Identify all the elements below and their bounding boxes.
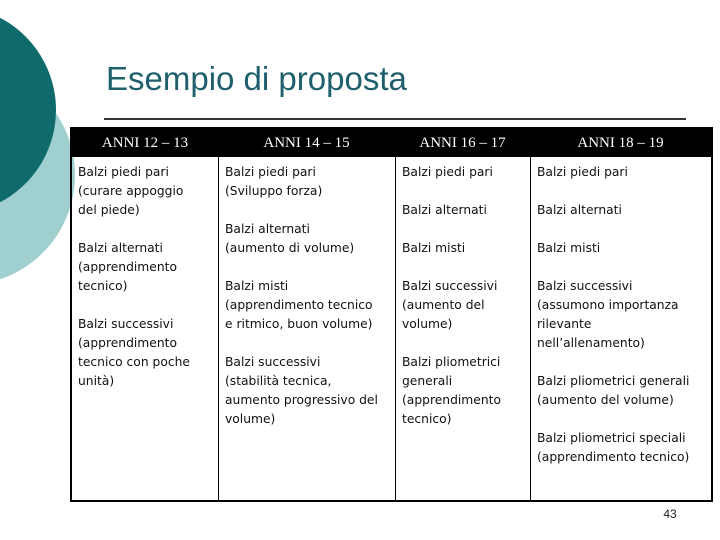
header-anni-14-15: ANNI 14 – 15: [218, 129, 395, 157]
table-cell: Balzi pliometrici generali (aumento del volume): [537, 374, 690, 407]
column-anni-12-13: [72, 157, 218, 500]
table-cell: Balzi alternati: [402, 203, 487, 217]
table-cell: Balzi pliometrici speciali (apprendimento tecnico): [537, 431, 690, 464]
proposal-table: [70, 127, 713, 502]
slide-title: Esempio di proposta: [106, 60, 407, 97]
table-cell: Balzi misti (apprendimento tecnico e ritmico, buon volume): [225, 279, 373, 331]
table-cell: Balzi successivi (assumono importanza rilevante nell’allenamento): [537, 279, 679, 350]
page-number: 43: [663, 507, 677, 521]
table-cell: Balzi successivi (apprendimento tecnico con poche unità): [78, 317, 190, 388]
table-cell: Balzi alternati (apprendimento tecnico): [78, 241, 177, 293]
table-cell: Balzi piedi pari (Sviluppo forza): [225, 165, 323, 198]
column-anni-16-17: [395, 157, 530, 500]
header-anni-16-17: ANNI 16 – 17: [395, 129, 530, 157]
table-cell: Balzi misti: [402, 241, 466, 255]
table-cell: Balzi piedi pari: [537, 165, 628, 179]
column-anni-14-15: [218, 157, 395, 500]
header-anni-12-13: ANNI 12 – 13: [72, 129, 218, 157]
title-underline: [104, 118, 686, 120]
table-cell: Balzi alternati (aumento di volume): [225, 222, 355, 255]
header-anni-18-19: ANNI 18 – 19: [530, 129, 711, 157]
table-cell: Balzi alternati: [537, 203, 622, 217]
table-cell: Balzi misti: [537, 241, 601, 255]
column-anni-18-19: [530, 157, 711, 500]
table-cell: Balzi piedi pari: [402, 165, 493, 179]
table-cell: Balzi pliometrici generali (apprendimento tecnico): [402, 355, 501, 426]
table-cell: Balzi piedi pari (curare appoggio del piede): [78, 165, 184, 217]
table-cell: Balzi successivi (stabilità tecnica, aumento progressivo del volume): [225, 355, 378, 426]
decorative-circles: [0, 0, 80, 300]
table-cell: Balzi successivi (aumento del volume): [402, 279, 498, 331]
